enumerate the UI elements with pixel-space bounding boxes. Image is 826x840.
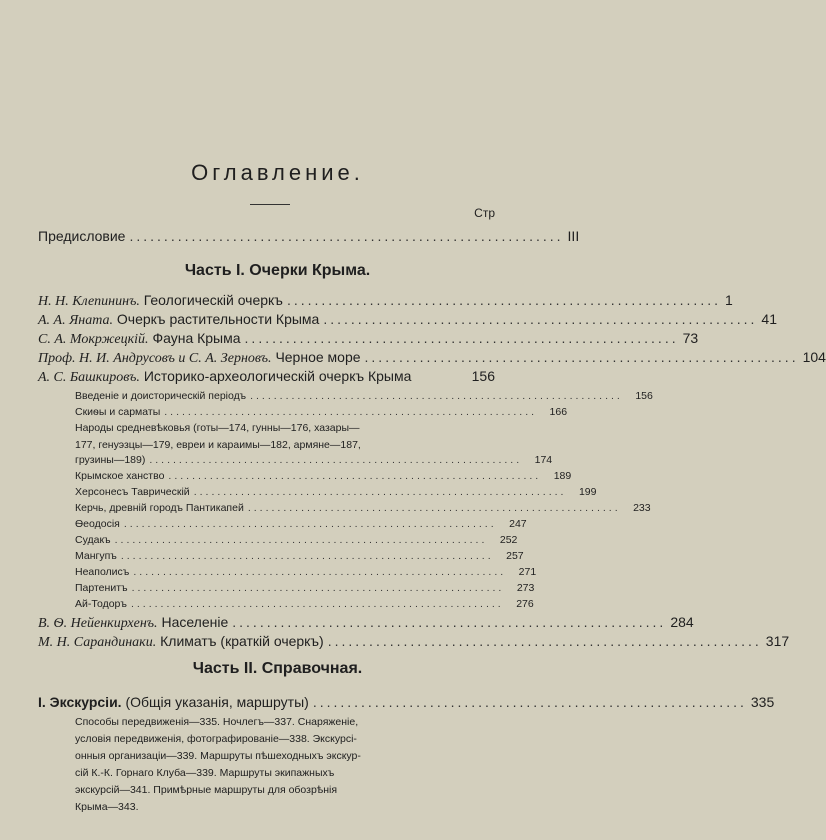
toc-subentry[interactable] — [75, 486, 597, 498]
toc-subentry-label: Крымское ханство — [75, 470, 165, 482]
toc-entry-page: 104 — [802, 349, 826, 365]
leader-dots: ............................................................... — [286, 292, 721, 308]
toc-subentry-text-line: 177, генуэзцы—179, евреи и караимы—182, армяне—187, — [75, 439, 361, 451]
toc-subentry-page: 199 — [578, 486, 597, 498]
leader-dots: ............................................................... — [129, 228, 564, 244]
toc-entry-author: Н. Н. Клепининъ. — [38, 294, 140, 309]
toc-subentry-label: грузины—189) — [75, 454, 146, 466]
toc-subentry-page: 166 — [549, 406, 568, 418]
toc-entry-page: 156 — [471, 368, 495, 384]
toc-entry[interactable] — [38, 330, 699, 348]
leader-dots: ............................................................... — [327, 633, 762, 649]
toc-subentry-label: Керчь, древній городъ Пантикапей — [75, 502, 244, 514]
toc-subentry-label: Введеніе и доисторическій періодъ — [75, 390, 247, 402]
toc-subentry[interactable] — [75, 518, 527, 530]
toc-subentry-label: Мангупъ — [75, 550, 117, 562]
toc-entry-title: Черное море — [275, 349, 361, 365]
toc-entry-title: Очеркъ растительности Крыма — [116, 311, 320, 327]
toc-subentry-label: Скиѳы и сарматы — [75, 406, 161, 418]
toc-entry-preface[interactable] — [38, 228, 580, 244]
toc-entry-page: 317 — [765, 633, 790, 649]
toc-subentry-text-line: Народы средневѣковья (готы—174, гунны—176, хазары— — [75, 422, 360, 434]
toc-entry-author: Проф. Н. И. Андрусовъ и С. А. Зерновъ. — [38, 351, 272, 366]
toc-subentry-page: 273 — [516, 582, 535, 594]
toc-entry-title: Климатъ (краткій очеркъ) — [160, 633, 324, 649]
toc-subentry[interactable] — [75, 598, 534, 610]
toc-entry[interactable] — [38, 633, 790, 651]
toc-subentry-page: 271 — [518, 566, 537, 578]
toc-subentry[interactable] — [75, 470, 572, 482]
toc-subentry[interactable] — [75, 550, 524, 562]
toc-entry[interactable] — [38, 311, 777, 329]
toc-entry-author: А. А. Яната. — [38, 313, 114, 328]
leader-dots: ............................................................... — [133, 566, 507, 578]
toc-entry-author: С. А. Мокржецкій. — [38, 332, 149, 347]
toc-subentry-page: 257 — [506, 550, 524, 562]
toc-subentry-page: 252 — [499, 534, 518, 546]
toc-entry-page: 1 — [725, 292, 733, 308]
toc-subentry-page: 189 — [553, 470, 572, 482]
toc-subentry-label: Ѳеодосія — [75, 518, 120, 530]
toc-entry-author: А. С. Башкировъ. — [38, 370, 140, 385]
leader-dots: ............................................................... — [164, 406, 538, 418]
toc-entry-author: В. Ѳ. Нейенкирхенъ. — [38, 616, 158, 631]
leader-dots: ............................................................... — [131, 582, 505, 594]
toc-subentry-peoples-text — [75, 420, 505, 454]
leader-dots: ............................................................... — [193, 486, 567, 498]
leader-dots: ............................................................... — [130, 598, 504, 610]
toc-entry-page: 335 — [750, 694, 775, 710]
toc-entry-author: М. Н. Сарандинаки. — [38, 635, 157, 650]
part-2-heading: Часть II. Справочная. — [192, 660, 363, 677]
leader-dots: ............................................................... — [250, 390, 623, 402]
toc-entry-title: Историко-археологическій очеркъ Крыма — [143, 368, 412, 384]
leader-dots: ............................................................... — [232, 614, 667, 630]
page-column-header: Стр — [474, 206, 495, 220]
toc-subentry[interactable] — [75, 406, 568, 418]
toc-subentry-label: Херсонесъ Таврическій — [75, 486, 190, 498]
toc-subentry-page: 174 — [534, 454, 553, 466]
toc-subentry[interactable] — [75, 582, 535, 594]
leader-dots: ............................................................... — [149, 454, 523, 466]
toc-entry[interactable] — [38, 292, 733, 310]
toc-subentry[interactable] — [75, 534, 518, 546]
toc-entry-excursions[interactable] — [38, 694, 775, 710]
toc-subentry-page: 247 — [509, 518, 527, 530]
leader-dots: ............................................................... — [323, 311, 758, 327]
toc-subentry-label: Ай-Тодоръ — [75, 598, 127, 610]
leader-dots: ............................................................... — [312, 694, 747, 710]
leader-dots: ............................................................... — [114, 534, 488, 546]
leader-dots: ............................................................... — [247, 502, 621, 514]
toc-entry-title: (Общія указанія, маршруты) — [125, 694, 309, 710]
toc-entry[interactable] — [38, 368, 495, 386]
description-line: сій К.-К. Горнаго Клуба—339. Маршруты экипажныхъ — [75, 767, 335, 779]
leader-dots: ............................................................... — [364, 349, 799, 365]
page-title: Оглавление. — [191, 160, 364, 185]
toc-subentry[interactable] — [75, 454, 553, 466]
description-line: онныя организаціи—339. Маршруты пѣшеходныхъ экскур- — [75, 750, 361, 762]
toc-entry[interactable] — [38, 614, 694, 632]
toc-entry-label: Предисловие — [38, 228, 126, 244]
toc-entry-page: 41 — [761, 311, 777, 327]
leader-dots: ............................................................... — [244, 330, 679, 346]
toc-entry[interactable] — [38, 349, 826, 367]
description-line: экскурсій—341. Примѣрные маршруты для обозрѣнія — [75, 784, 338, 796]
toc-entry-page: 284 — [670, 614, 694, 630]
toc-entry-section: I. Экскурсіи. — [38, 694, 122, 710]
description-line: Способы передвиженія—335. Ночлегъ—337. Снаряженіе, — [75, 716, 359, 728]
leader-dots: ............................................................... — [123, 518, 497, 530]
excursions-description — [75, 714, 505, 816]
title-rule — [250, 204, 290, 205]
description-line: Крыма—343. — [75, 801, 139, 813]
toc-subentry-page: 233 — [633, 502, 651, 514]
toc-subentry-page: 156 — [635, 390, 653, 402]
toc-entry-title: Фауна Крыма — [152, 330, 241, 346]
toc-entry-title: Геологическій очеркъ — [143, 292, 283, 308]
toc-subentry-label: Неаполисъ — [75, 566, 130, 578]
toc-subentry[interactable] — [75, 502, 651, 514]
toc-entry-title: Населеніе — [161, 614, 229, 630]
toc-subentry-label: Судакъ — [75, 534, 111, 546]
toc-subentry[interactable] — [75, 566, 537, 578]
toc-subentry-label: Партенитъ — [75, 582, 128, 594]
toc-subentry-page: 276 — [516, 598, 534, 610]
toc-entry-page: III — [567, 228, 580, 244]
toc-subentry[interactable] — [75, 390, 653, 402]
leader-dots: ............................................................... — [120, 550, 494, 562]
part-1-heading: Часть I. Очерки Крыма. — [184, 262, 371, 279]
toc-entry-page: 73 — [682, 330, 699, 346]
description-line: условія передвиженія, фотографированіе—338. Экскурсі- — [75, 733, 357, 745]
leader-dots: ............................................................... — [168, 470, 542, 482]
